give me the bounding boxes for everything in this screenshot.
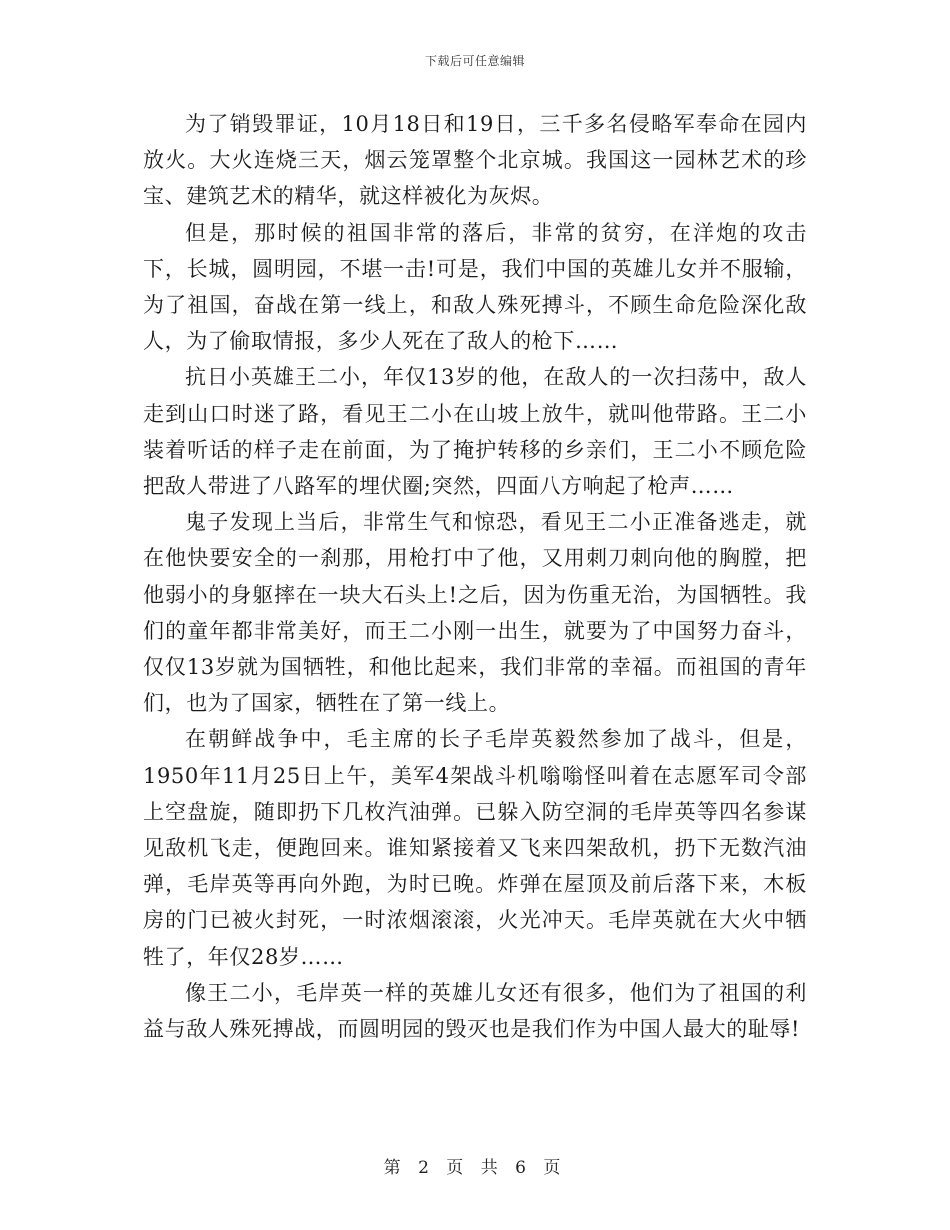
paragraph-1: 为了销毁罪证，10月18日和19日，三千多名侵略军奉命在园内放火。大火连烧三天，烟云笼罩整个北京城。我国这一园林艺术的珍宝、建筑艺术的精华，就这样被化为灰烬。 — [143, 112, 807, 209]
page-header-note: 下载后可任意编辑 — [424, 54, 525, 68]
paragraph-4: 鬼子发现上当后，非常生气和惊恐，看见王二小正准备逃走，就在他快要安全的一刹那，用枪打中了他，又用刺刀刺向他的胸膛，把他弱小的身躯摔在一块大石头上!之后，因为伤重无治，为国牺牲。我们的童年都非常美好，而王二小刚一出生，就要为了中国努力奋斗，仅仅13岁就为国牺牲，和他比起来，我们非常的幸福。而祖国的青年们，也为了国家，牺牲在了第一线上。 — [143, 510, 807, 716]
page-number: 第 2 页 共 6 页 — [383, 1158, 567, 1178]
paragraph-6: 像王二小，毛岸英一样的英雄儿女还有很多，他们为了祖国的利益与敌人殊死搏战，而圆明园的毁灭也是我们作为中国人最大的耻辱! — [143, 980, 807, 1042]
paragraph-5: 在朝鲜战争中，毛主席的长子毛岸英毅然参加了战斗，但是，1950年11月25日上午，美军4架战斗机嗡嗡怪叫着在志愿军司令部上空盘旋，随即扔下几枚汽油弹。已躲入防空洞的毛岸英等四名参谋见敌机飞走，便跑回来。谁知紧接着又飞来四架敌机，扔下无数汽油弹，毛岸英等再向外跑，为时已晚。炸弹在屋顶及前后落下来，木板房的门已被火封死，一时浓烟滚滚，火光冲天。毛岸英就在大火中牺牲了，年仅28岁…… — [143, 727, 807, 969]
paragraph-3: 抗日小英雄王二小，年仅13岁的他，在敌人的一次扫荡中，敌人走到山口时迷了路，看见王二小在山坡上放牛，就叫他带路。王二小装着听话的样子走在前面，为了掩护转移的乡亲们，王二小不顾危险把敌人带进了八路军的埋伏圈;突然，四面八方响起了枪声…… — [143, 365, 807, 499]
document-body — [143, 106, 807, 1047]
paragraph-2: 但是，那时候的祖国非常的落后，非常的贫穷，在洋炮的攻击下，长城，圆明园，不堪一击!可是，我们中国的英雄儿女并不服输，为了祖国，奋战在第一线上，和敌人殊死搏斗，不顾生命危险深化敌人，为了偷取情报，多少人死在了敌人的枪下…… — [143, 220, 807, 354]
